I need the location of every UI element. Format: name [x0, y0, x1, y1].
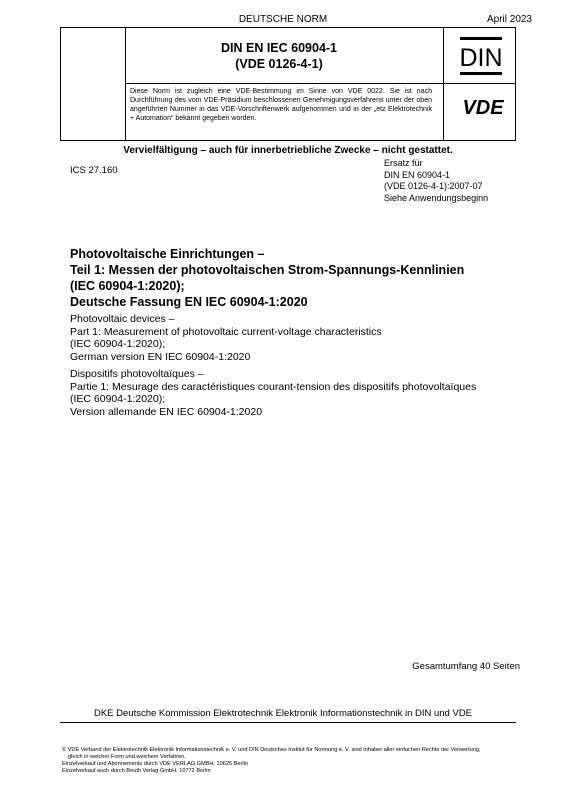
- replacement-block: [384, 158, 488, 204]
- document-type-label: DEUTSCHE NORM: [238, 14, 328, 25]
- title-french-line: Partie 1: Mesurage des caractéristiques courant-tension des dispositifs photovoltaïques: [70, 380, 477, 393]
- total-pages: Gesamtumfang 40 Seiten: [412, 661, 520, 672]
- standard-number: DIN EN IEC 60904-1: [220, 41, 338, 55]
- vde-number: (VDE 0126-4-1): [235, 57, 323, 71]
- title-french-line: (IEC 60904-1:2020);: [70, 393, 166, 405]
- title-english: [70, 313, 530, 363]
- footer-copyright: [62, 747, 532, 775]
- replacement-label: Ersatz für: [384, 158, 423, 168]
- title-english-line: (IEC 60904-1:2020);: [70, 338, 166, 350]
- replaced-standard: DIN EN 60904-1: [384, 169, 451, 180]
- title-german-line: Deutsche Fassung EN IEC 60904-1:2020: [70, 295, 308, 309]
- din-logo: [459, 36, 503, 81]
- header-divider-right: [443, 28, 444, 140]
- din-logo-text: DIN: [459, 44, 503, 72]
- replaced-vde-number: (VDE 0126-4-1):2007-07: [384, 181, 483, 191]
- vde-logo-text: VDE: [462, 97, 504, 118]
- footer-line: Einzelverkauf auch durch Beuth Verlag GmbH, 10772 Berlin: [62, 768, 211, 774]
- title-french-line: Dispositifs photovoltaïques –: [70, 368, 204, 380]
- title-english-line: Part 1: Measurement of photovoltaic current-voltage characteristics: [70, 325, 382, 338]
- footer-line: © VDE Verband der Elektrotechnik Elektronik Informationstechnik e. V. und DIN Deutsches Institut für Normung e. V. sind Inhaber aller einfachen Rechte der Verwertung,: [62, 747, 481, 753]
- din-logo-graphic: [459, 36, 503, 76]
- vde-notice: Diese Norm ist zugleich eine VDE-Bestimmung im Sinne von VDE 0022. Sie ist nach Durchführung des vom VDE-Präsidium beschlossenen Genehmigungsverfahrens unter der oben angeführten Nummer in das VDE-Vorschriftenwerk aufgenommen und in der „etz Elektrotechnik + Automation“ bekannt gegeben worden.: [130, 88, 432, 122]
- reproduction-notice: Vervielfältigung – auch für innerbetriebliche Zwecke – nicht gestattet.: [123, 145, 453, 156]
- header-divider-middle: [125, 83, 515, 84]
- dke-line: DKE Deutsche Kommission Elektrotechnik Elektronik Informationstechnik in DIN und VDE: [93, 708, 473, 719]
- vde-logo-graphic: [453, 96, 513, 118]
- standard-number-block: [124, 40, 434, 72]
- footer-line: gleich in welcher Form und welchem Verfahren.: [68, 754, 186, 760]
- title-german-line: (IEC 60904-1:2020);: [70, 279, 185, 293]
- application-start-note: Siehe Anwendungsbeginn: [384, 192, 489, 203]
- footer-line: Einzelverkauf und Abonnements durch VDE VERLAG GMBH, 10625 Berlin: [62, 761, 248, 767]
- ics-code: ICS 27.160: [70, 165, 118, 176]
- title-german-line: Photovoltaische Einrichtungen –: [70, 247, 265, 261]
- title-german: [70, 246, 530, 310]
- title-english-line: Photovoltaic devices –: [70, 313, 175, 325]
- title-english-line: German version EN IEC 60904-1:2020: [70, 350, 251, 363]
- footer-divider: [60, 722, 516, 723]
- title-french-line: Version allemande EN IEC 60904-1:2020: [70, 405, 263, 418]
- vde-logo: [453, 96, 513, 123]
- title-german-line: Teil 1: Messen der photovoltaischen Strom-Spannungs-Kennlinien: [70, 263, 465, 277]
- title-french: [70, 368, 540, 418]
- publication-date: April 2023: [486, 14, 532, 25]
